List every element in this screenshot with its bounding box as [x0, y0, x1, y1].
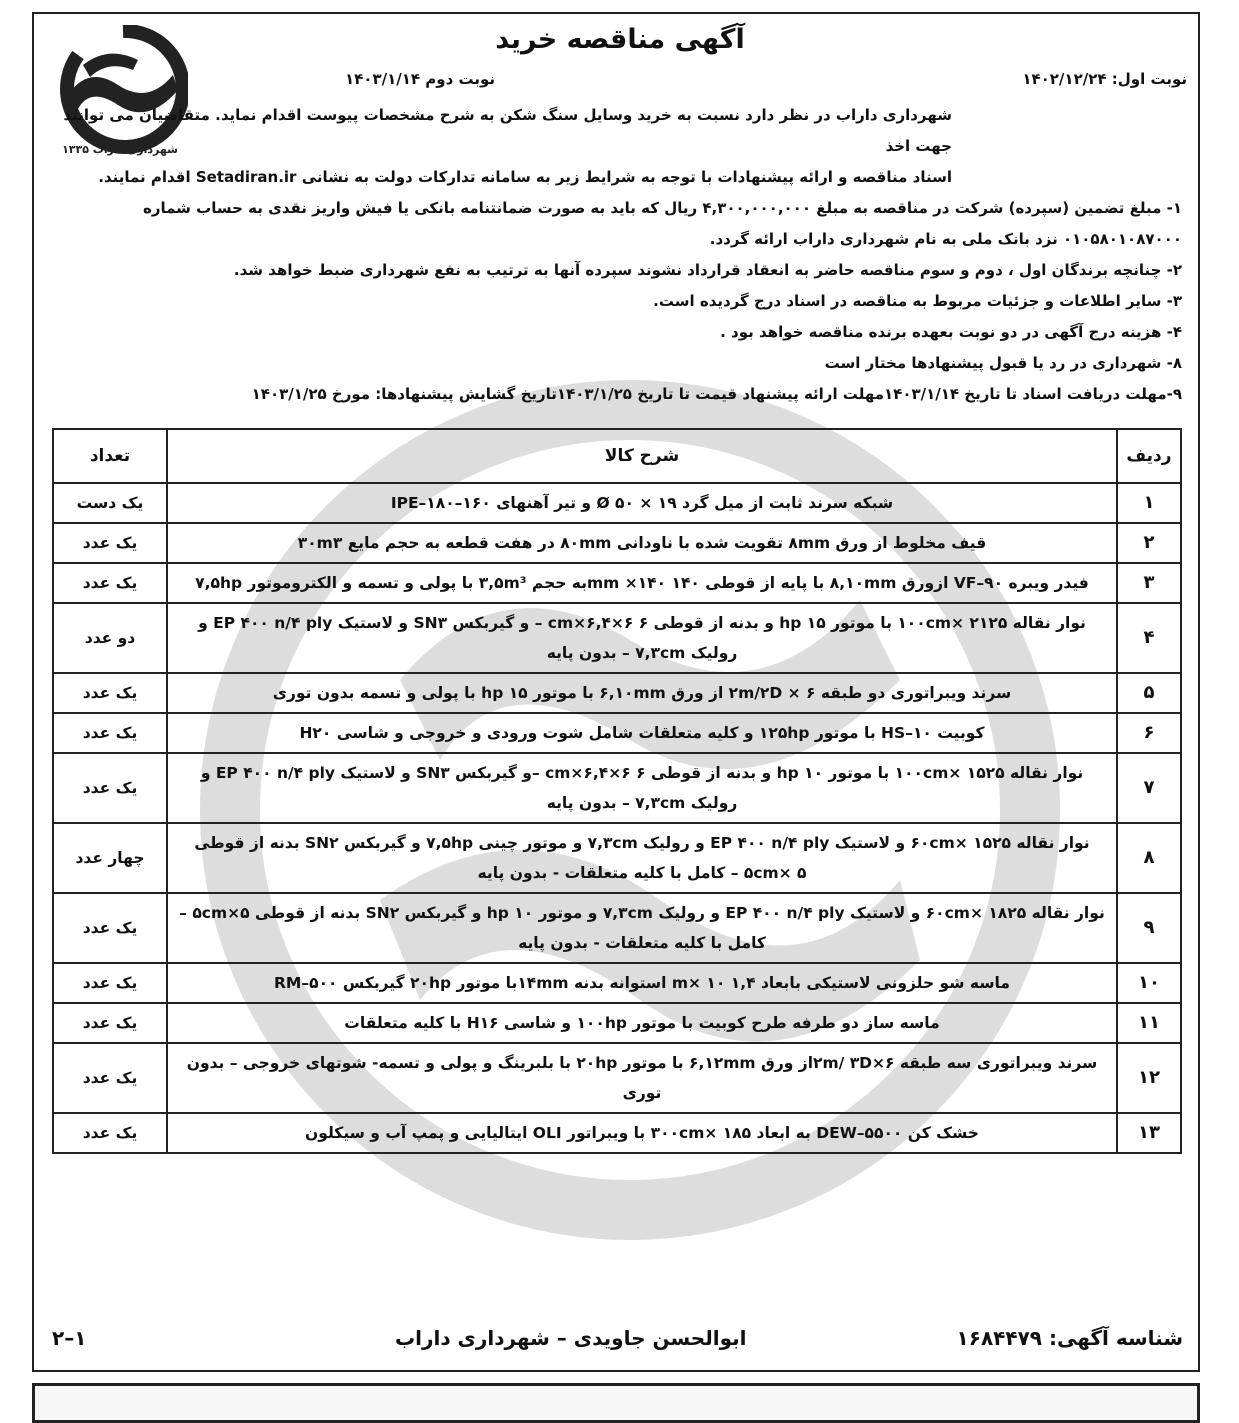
row-quantity: یک عدد [53, 963, 167, 1003]
row-description: قیف مخلوط از ورق ۸mm تقویت شده با ناودانی ۸۰mm در هفت قطعه به حجم مایع ۳۰m۳ [167, 523, 1117, 563]
header-description: شرح کالا [167, 429, 1117, 483]
table-row [53, 523, 1181, 563]
row-description: ماسه شو حلزونی لاستیکی بابعاد ۱,۴ m× ۱۰ استوانه بدنه ۱۴mmبا موتور ۲۰hp گیربکس ۵۰۰–RM [167, 963, 1117, 1003]
page-title: آگهی مناقصه خرید [495, 24, 745, 55]
row-number: ۱۳ [1117, 1113, 1181, 1153]
row-number: ۱۱ [1117, 1003, 1181, 1043]
row-number: ۷ [1117, 753, 1181, 823]
table-row [53, 963, 1181, 1003]
logo-caption: شهرداری داراب ۱۳۳۵ [62, 143, 178, 156]
first-publication-date: نوبت اول: ۱۴۰۲/۱۲/۲۴ [1022, 70, 1187, 88]
table-body [53, 483, 1181, 1153]
row-description: سرند ویبراتوری دو طبقه ۲m/۲D × ۶ از ورق ۶,۱۰mm با موتور ۱۵ hp با پولی و تسمه بدون توری [167, 673, 1117, 713]
row-description: خشک کن ۵۵۰۰–DEW به ابعاد ۳۰۰cm× ۱۸۵ با ویبراتور OLI ایتالیایی و پمپ آب و سیکلون [167, 1113, 1117, 1153]
signatory: ابوالحسن جاویدی – شهرداری داراب [395, 1326, 747, 1350]
row-quantity: یک عدد [53, 673, 167, 713]
ad-id: شناسه آگهی: ۱۶۸۴۴۷۹ [956, 1326, 1183, 1350]
next-notice-frame [32, 1383, 1200, 1423]
condition-8: ۸- شهرداری در رد یا قبول پیشنهادها مختار است [824, 354, 1182, 372]
condition-1a: ۱- مبلغ تضمین (سپرده) شرکت در مناقصه به مبلغ ۴,۳۰۰,۰۰۰,۰۰۰ ریال که باید به صورت ضمانتنامه بانکی یا فیش واریز نقدی به حساب شماره [142, 199, 1182, 217]
row-number: ۶ [1117, 713, 1181, 753]
items-table [52, 428, 1182, 1154]
table-row [53, 1003, 1181, 1043]
row-description: سرند ویبراتوری سه طبقه ۲m/ ۳D×۶از ورق ۶,۱۲mm با موتور ۲۰hp با بلبرینگ و پولی و تسمه- شوتهای خروجی – بدون توری [167, 1043, 1117, 1113]
row-description: نوار نقاله ۶۰cm× ۱۵۲۵ و لاستیک EP ۴۰۰ n/۴ ply و رولیک ۷,۳cm و موتور چینی ۷,۵hp و گیربکس SN۲ بدنه از قوطی ۵cm× ۵ – کامل با کلیه متعلقات - بدون پایه [167, 823, 1117, 893]
row-description: نوار نقاله ۱۰۰cm× ۱۵۲۵ با موتور ۱۰ hp و بدنه از قوطی ۶ cm×۶,۴×۶ –و گیربکس SN۳ و لاستیک EP ۴۰۰ n/۴ ply و رولیک ۷,۳cm – بدون پایه [167, 753, 1117, 823]
row-quantity: یک عدد [53, 713, 167, 753]
row-number: ۱ [1117, 483, 1181, 523]
intro-line-2: اسناد مناقصه و ارائه پیشنهادات با توجه به شرایط زیر به سامانه تدارکات دولت به نشانی Setadiran.ir اقدام نمایند. [98, 168, 952, 186]
table-row [53, 673, 1181, 713]
row-number: ۱۰ [1117, 963, 1181, 1003]
row-quantity: یک عدد [53, 1003, 167, 1043]
row-description: نوار نقاله ۶۰cm× ۱۸۲۵ و لاستیک EP ۴۰۰ n/۴ ply و رولیک ۷,۳cm و موتور ۱۰ hp و گیربکس SN۲ بدنه از قوطی ۵cm×۵ – کامل با کلیه متعلقات - بدون پایه [167, 893, 1117, 963]
row-quantity: یک عدد [53, 753, 167, 823]
row-number: ۴ [1117, 603, 1181, 673]
row-description: نوار نقاله ۱۰۰cm× ۲۱۲۵ با موتور ۱۵ hp و بدنه از قوطی ۶ cm×۶,۴×۶ – و گیربکس SN۳ و لاستیک EP ۴۰۰ n/۴ ply و رولیک ۷,۳cm – بدون پایه [167, 603, 1117, 673]
row-description: ماسه ساز دو طرفه طرح کوبیت با موتور ۱۰۰hp و شاسی H۱۶ با کلیه متعلقات [167, 1003, 1117, 1043]
row-quantity: یک عدد [53, 523, 167, 563]
table-row [53, 823, 1181, 893]
row-number: ۹ [1117, 893, 1181, 963]
condition-4: ۴- هزینه درج آگهی در دو نوبت بعهده برنده مناقصه خواهد بود . [720, 323, 1182, 341]
row-description: شبکه سرند ثابت از میل گرد Ø ۵۰ × ۱۹ و تیر آهنهای ۱۶۰–۱۸۰–IPE [167, 483, 1117, 523]
intro-line-1: شهرداری داراب در نظر دارد نسبت به خرید وسایل سنگ شکن به شرح مشخصات پیوست اقدام نماید. متقاضیان می توانند جهت اخذ [63, 106, 952, 155]
table-row [53, 753, 1181, 823]
row-number: ۲ [1117, 523, 1181, 563]
row-number: ۳ [1117, 563, 1181, 603]
row-quantity: چهار عدد [53, 823, 167, 893]
table-row [53, 483, 1181, 523]
row-number: ۸ [1117, 823, 1181, 893]
notice-body [46, 100, 1182, 410]
row-description: کوبیت ۱۰–HS با موتور ۱۲۵hp و کلیه متعلقات شامل شوت ورودی و خروجی و شاسی H۲۰ [167, 713, 1117, 753]
table-row [53, 563, 1181, 603]
condition-9: ۹-مهلت دریافت اسناد تا تاریخ ۱۴۰۳/۱/۱۴مهلت ارائه پیشنهاد قیمت تا تاریخ ۱۴۰۳/۱/۲۵تاریخ گشایش پیشنهادها: مورخ ۱۴۰۳/۱/۲۵ [251, 385, 1182, 403]
table-row [53, 603, 1181, 673]
row-quantity: یک عدد [53, 563, 167, 603]
row-quantity: یک عدد [53, 893, 167, 963]
row-number: ۱۲ [1117, 1043, 1181, 1113]
table-row [53, 893, 1181, 963]
condition-1b: ۰۱۰۵۸۰۱۰۸۷۰۰۰ نزد بانک ملی به نام شهرداری داراب ارائه گردد. [709, 230, 1182, 248]
page-number: ۲–۱ [52, 1326, 87, 1350]
row-number: ۵ [1117, 673, 1181, 713]
row-description: فیدر ویبره ۹۰–VF ازورق ۸,۱۰mm با پایه از قوطی ۱۴۰ mm ×۱۴۰به حجم ۳,۵m³ با پولی و تسمه و الکتروموتور ۷,۵hp [167, 563, 1117, 603]
header-quantity: تعداد [53, 429, 167, 483]
table-row [53, 1043, 1181, 1113]
row-quantity: یک عدد [53, 1113, 167, 1153]
second-publication-date: نوبت دوم ۱۴۰۳/۱/۱۴ [345, 70, 496, 88]
table-row [53, 1113, 1181, 1153]
row-quantity: یک عدد [53, 1043, 167, 1113]
condition-3: ۳- سایر اطلاعات و جزئیات مربوط به مناقصه در اسناد درج گردیده است. [653, 292, 1182, 310]
header-row-number: ردیف [1117, 429, 1181, 483]
row-quantity: دو عدد [53, 603, 167, 673]
table-row [53, 713, 1181, 753]
table-header-row [53, 429, 1181, 483]
condition-2: ۲- چنانچه برندگان اول ، دوم و سوم مناقصه حاضر به انعقاد قرارداد نشوند سپرده آنها به ترتیب به نفع شهرداری ضبط خواهد شد. [233, 261, 1182, 279]
row-quantity: یک دست [53, 483, 167, 523]
